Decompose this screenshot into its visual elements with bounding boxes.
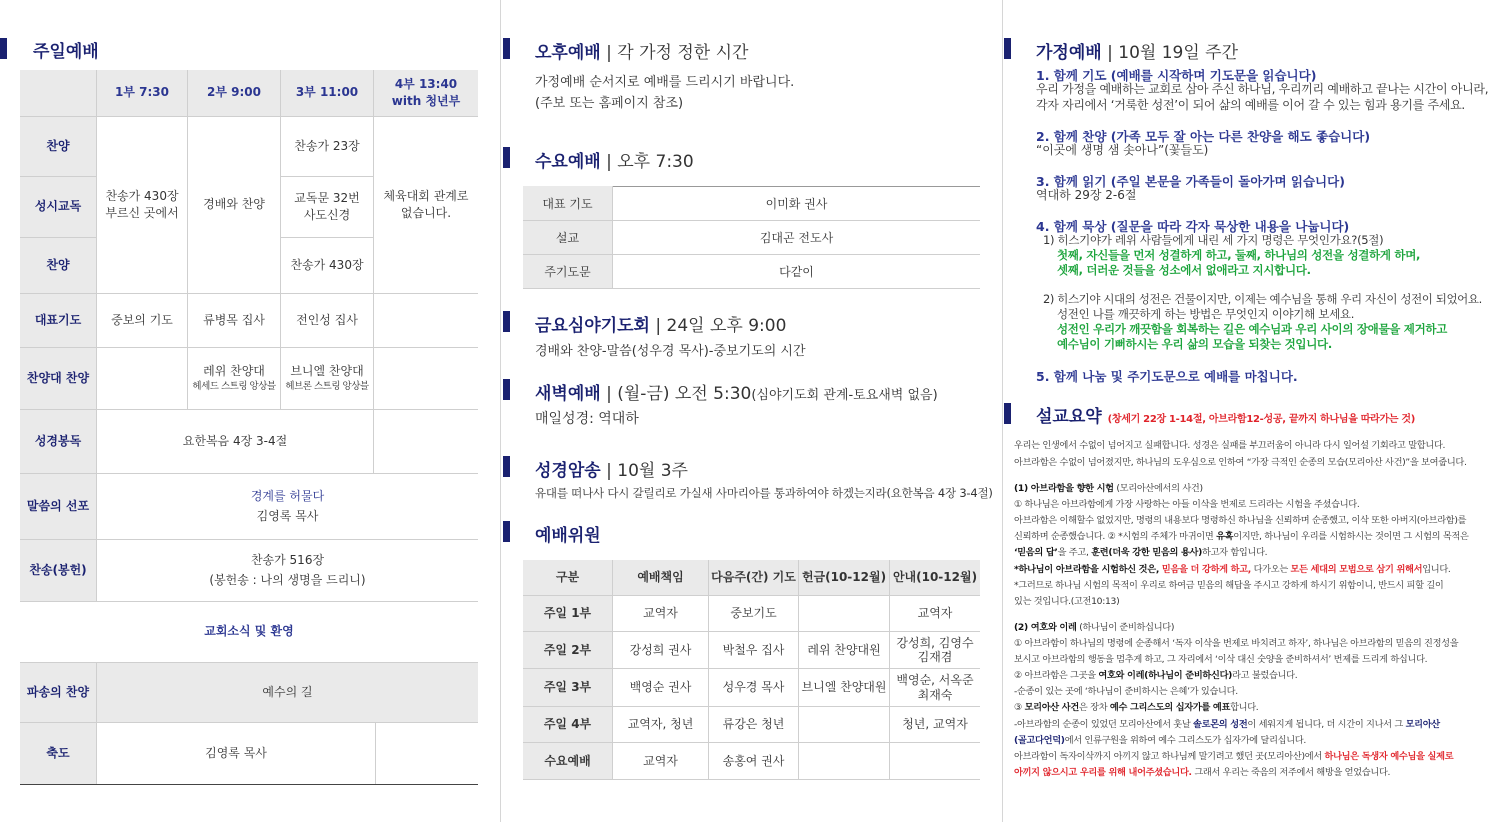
sermon-line: ① 아브라함이 하나님의 명령에 순종해서 ‘독자 이삭을 번제로 바치려고 하자’, 하나님은 아브라함의 믿음의 진정성을 (1014, 638, 1459, 649)
wed-lords-prayer: 다같이 (613, 255, 980, 289)
sermon-line: ③ 모리아산 사건은 장차 예수 그리스도의 십자가를 예표합니다. (1014, 702, 1259, 713)
choir-3: 브니엘 찬양대 헤브론 스트링 앙상블 (281, 348, 374, 410)
section-marker (1004, 403, 1011, 424)
staff-header-usher: 안내(10-12월) (890, 560, 980, 596)
section-marker (503, 147, 510, 168)
section-marker (1004, 38, 1011, 59)
staff-row-label: 주일 4부 (523, 707, 613, 743)
staff-offering (799, 596, 890, 632)
row-label-prayer: 대표기도 (20, 294, 97, 348)
sermon-line: ① 하나님은 아브라함에게 가장 사랑하는 아들 이삭을 번제로 드리라는 시험을 주셨습니다. (1014, 499, 1360, 510)
staff-row-label: 주일 1부 (523, 596, 613, 632)
wed-label-lords-prayer: 주기도문 (523, 255, 613, 289)
wednesday-service-heading: 수요예배 | 오후 7:30 (535, 152, 694, 172)
wed-label-sermon: 설교 (523, 221, 613, 255)
row-label-responsive-reading: 성시교독 (20, 177, 97, 238)
sermon-paragraph: 아브라함은 수없이 넘어졌지만, 하나님의 도우심으로 인하여 “가장 극적인 순종의 모습(모리아산 사건)”을 보여줍니다. (1014, 457, 1467, 468)
staff-offering (799, 743, 890, 780)
table-corner (20, 70, 97, 117)
sermon-line: *그러므로 하나님 시험의 목적이 우리로 하여금 믿음의 해답을 주시고 강하게 하시기 위함이니, 반드시 피할 길이 (1014, 580, 1444, 591)
answer-2: 예수님이 기뻐하시는 우리 삶의 모습을 되찾는 것입니다. (1057, 337, 1332, 351)
answer-2: 성전인 우리가 깨끗함을 회복하는 길은 예수님과 우리 사이의 장애물을 제거하고 (1057, 322, 1448, 336)
sermon-title: 경계를 허물다 (250, 489, 325, 504)
reading-empty (374, 410, 478, 474)
step-3-title: 3. 함께 읽기 (주일 본문을 가족들이 돌아가며 읽습니다) (1036, 174, 1345, 189)
header-service-3: 3부 11:00 (281, 70, 374, 117)
section-marker (503, 521, 510, 542)
sermon-line: *하나님이 아브라함을 시험하신 것은, 믿음을 더 강하게 하고, 다가오는 모든 세대의 모범으로 삼기 위해서입니다. (1014, 564, 1451, 575)
header-service-1: 1부 7:30 (97, 70, 188, 117)
prayer-1: 중보의 기도 (97, 294, 188, 348)
service-3-hymn-2: 찬송가 430장 (281, 238, 374, 294)
sending-praise: 예수의 길 (97, 663, 478, 723)
header-service-2: 2부 9:00 (188, 70, 281, 117)
step-4-title: 4. 함께 묵상 (질문을 따라 각자 묵상한 내용을 나눕니다) (1036, 219, 1350, 234)
column-divider (1002, 0, 1003, 822)
prayer-2: 류병목 집사 (188, 294, 281, 348)
answer-1: 첫째, 자신들을 먼저 성결하게 하고, 둘째, 하나님의 성전을 성결하게 하며, (1057, 248, 1421, 262)
benediction: 김영록 목사 (97, 723, 376, 785)
sermon-line: 보시고 아브라함의 행동을 멈추게 하고, 그 자리에서 ‘이삭 대신 숫양을 준비하셔서’ 번제를 드리게 하십니다. (1014, 654, 1428, 665)
row-label-reading: 성경봉독 (20, 410, 97, 474)
sermon-point-1: (1) 아브라함을 향한 시험 (모리아산에서의 사건) (1014, 483, 1203, 494)
wednesday-table (523, 186, 980, 290)
staff-header-offering: 헌금(10-12월) (799, 560, 890, 596)
choir-2: 레위 찬양대 헤세드 스트링 앙상블 (188, 348, 281, 410)
prayer-4 (374, 294, 478, 348)
choir-4 (374, 348, 478, 410)
column-divider (500, 0, 501, 822)
memory-verse-text: 유대를 떠나사 다시 갈릴리로 가실새 사마리아를 통과하여야 하겠는지라(요한복음 4장 3-4절) (535, 486, 993, 500)
row-label-praise-2: 찬양 (20, 238, 97, 294)
wed-prayer: 이미화 권사 (613, 186, 980, 221)
sermon-line: 아브라함이 독자이삭까지 아끼지 않고 하나님께 말기려고 했던 곳(모리아산)에서 하나님은 독생자 예수님을 실제로 (1014, 751, 1454, 762)
section-marker (503, 456, 510, 477)
staff-leader: 백영순 권사 (613, 669, 709, 707)
sermon-point-2: (2) 여호와 이레 (하나님이 준비하십니다) (1014, 622, 1175, 633)
step-1-title: 1. 함께 기도 (예배를 시작하며 기도문을 읽습니다) (1036, 68, 1317, 83)
sermon-line: 아끼지 않으시고 우리를 위해 내어주셨습니다. 그래서 우리는 죽음의 저주에서 해방을 얻었습니다. (1014, 767, 1391, 778)
reading-passage: 요한복음 4장 3-4절 (97, 410, 374, 474)
worship-staff-heading: 예배위원 (535, 526, 601, 546)
row-label-sending-praise: 파송의 찬양 (20, 663, 97, 723)
step-5-title: 5. 함께 나눔 및 주기도문으로 예배를 마칩니다. (1036, 369, 1298, 384)
section-marker (503, 311, 510, 332)
staff-usher: 강성희, 김영수 김재겸 (890, 632, 980, 669)
question-2: 성전인 나를 깨끗하게 하는 방법은 무엇인지 이야기해 보세요. (1057, 307, 1355, 321)
staff-next-prayer: 성우경 목사 (709, 669, 799, 707)
staff-offering: 레위 찬양대원 (799, 632, 890, 669)
dawn-service-heading: 새벽예배 | (월-금) 오전 5:30(심야기도회 관계-토요새벽 없음) (535, 384, 938, 404)
question-2: 2) 히스기야 시대의 성전은 건물이지만, 이제는 예수님을 통해 우리 자신이 성전이 되었어요. (1043, 292, 1482, 306)
sermon-paragraph: 우리는 인생에서 수없이 넘어지고 실패합니다. 성경은 실패를 부끄러움이 아니라 다시 일어설 기회라고 말합니다. (1014, 440, 1446, 451)
sermon-line: 있는 것입니다.(고전10:13) (1014, 596, 1120, 607)
staff-usher: 교역자 (890, 596, 980, 632)
row-label-praise: 찬양 (20, 117, 97, 177)
staff-row-label: 수요예배 (523, 743, 613, 780)
staff-next-prayer: 류강은 청년 (709, 707, 799, 743)
sunday-service-table (20, 70, 478, 785)
section-marker (503, 38, 510, 59)
staff-leader: 강성희 권사 (613, 632, 709, 669)
service-2-praise: 경배와 찬양 (188, 117, 281, 294)
sermon-line: 아브라함은 이해할수 없었지만, 명령의 내용보다 명령하신 하나님을 신뢰하며 순종했고, 이삭 또한 아버지(아브라함)를 (1014, 515, 1467, 526)
staff-next-prayer: 중보기도 (709, 596, 799, 632)
section-marker (503, 379, 510, 400)
row-label-choir: 찬양대 찬양 (20, 348, 97, 410)
service-3-creed: 교독문 32번 사도신경 (281, 177, 374, 238)
row-label-benediction: 축도 (20, 723, 97, 785)
wed-sermon: 김대곤 전도사 (613, 221, 980, 255)
afternoon-text-2: (주보 또는 홈페이지 참조) (535, 96, 684, 111)
sermon-line: -순종이 있는 곳에 ‘하나님이 준비하시는 은혜’가 있습니다. (1014, 686, 1238, 697)
friday-text: 경배와 찬양-말씀(성우경 목사)-중보기도의 시간 (535, 344, 806, 359)
wed-label-prayer: 대표 기도 (523, 186, 613, 221)
dawn-text: 매일성경: 역대하 (535, 411, 639, 427)
staff-row-label: 주일 2부 (523, 632, 613, 669)
table-bottom-rule (20, 784, 478, 785)
afternoon-text-1: 가정예배 순서지로 예배를 드리시기 바랍니다. (535, 75, 795, 90)
afternoon-service-heading: 오후예배 | 각 가정 정한 시간 (535, 43, 749, 63)
memory-verse-heading: 성경암송 | 10월 3주 (535, 461, 688, 481)
staff-row-label: 주일 3부 (523, 669, 613, 707)
home-worship-heading: 가정예배 | 10월 19일 주간 (1036, 43, 1239, 63)
step-2-title: 2. 함께 찬양 (가족 모두 잘 아는 다른 찬양을 해도 좋습니다) (1036, 129, 1371, 144)
sunday-service-title: 주일예배 (33, 42, 99, 62)
sermon-line: ‘믿음의 답’을 주고, 훈련(더욱 강한 믿음의 용사)하고자 함입니다. (1014, 547, 1268, 558)
staff-offering (799, 707, 890, 743)
section-marker (0, 38, 7, 59)
sermon-line: ② 아브라함은 그곳을 여호와 이레(하나님이 준비하신다)라고 불렀습니다. (1014, 670, 1298, 681)
sermon-line: -아브라함의 순종이 있었던 모리아산에서 훗날 솔로몬의 성전이 세워지게 됩니다, 더 시간이 지나서 그 모리아산 (1014, 719, 1440, 730)
staff-usher: 청년, 교역자 (890, 707, 980, 743)
sermon-line: (골고다언덕)에서 인류구원을 위하여 예수 그리스도가 십자가에 달리십니다. (1014, 735, 1306, 746)
staff-header-category: 구분 (523, 560, 613, 596)
step-1-text: 우리 가정을 예배하는 교회로 삼아 주신 하나님, 우리끼리 예배하고 끝나는 시간이 아니라, (1036, 82, 1489, 96)
prayer-3: 전인성 집사 (281, 294, 374, 348)
sermon-summary-heading: 설교요약 (창세기 22장 1-14절, 아브라함12-성공, 끝까지 하나님을 따라가는 것) (1036, 407, 1416, 427)
staff-usher (890, 743, 980, 780)
staff-next-prayer: 박철우 집사 (709, 632, 799, 669)
offering-info: 찬송가 516장 (봉헌송 : 나의 생명을 드리니) (97, 540, 478, 602)
row-label-offering: 찬송(봉헌) (20, 540, 97, 602)
sermon-info: 경계를 허물다 김영록 목사 (97, 474, 478, 540)
church-news-row: 교회소식 및 환영 (20, 602, 478, 663)
step-1-text: 각자 자리에서 ‘거룩한 성전’이 되어 삶의 예배를 이어 갈 수 있는 힘과 용기를 주세요. (1036, 98, 1465, 112)
staff-leader: 교역자, 청년 (613, 707, 709, 743)
worship-staff-table (523, 560, 980, 780)
step-2-text: “이곳에 생명 샘 솟아나”(꽃들도) (1036, 143, 1209, 157)
question-1: 1) 히스기야가 레위 사람들에게 내린 세 가지 명령은 무엇인가요?(5절) (1043, 233, 1384, 247)
friday-prayer-heading: 금요심야기도회 | 24일 오후 9:00 (535, 316, 787, 336)
choir-1 (97, 348, 188, 410)
sermon-line: 신뢰하며 순종했습니다. ② *시험의 주체가 마귀이면 유혹이지만, 하나님이 우리를 시험하시는 것이면 그 시험의 목적은 (1014, 531, 1469, 542)
service-1-praise: 찬송가 430장 부르신 곳에서 (97, 117, 188, 294)
header-service-4: 4부 13:40 with 청년부 (374, 70, 478, 117)
answer-1: 셋째, 더러운 것들을 성소에서 없애라고 지시합니다. (1057, 263, 1311, 277)
staff-leader: 교역자 (613, 743, 709, 780)
staff-next-prayer: 송홍여 권사 (709, 743, 799, 780)
staff-header-leader: 예배책임 (613, 560, 709, 596)
staff-header-next-prayer: 다음주(간) 기도 (709, 560, 799, 596)
staff-leader: 교역자 (613, 596, 709, 632)
service-4-note: 체육대회 관계로 없습니다. (374, 117, 478, 294)
service-3-hymn: 찬송가 23장 (281, 117, 374, 177)
staff-offering: 브니엘 찬양대원 (799, 669, 890, 707)
row-label-sermon: 말씀의 선포 (20, 474, 97, 540)
staff-usher: 백영순, 서옥준 최재숙 (890, 669, 980, 707)
step-3-text: 역대하 29장 2-6절 (1036, 188, 1137, 202)
